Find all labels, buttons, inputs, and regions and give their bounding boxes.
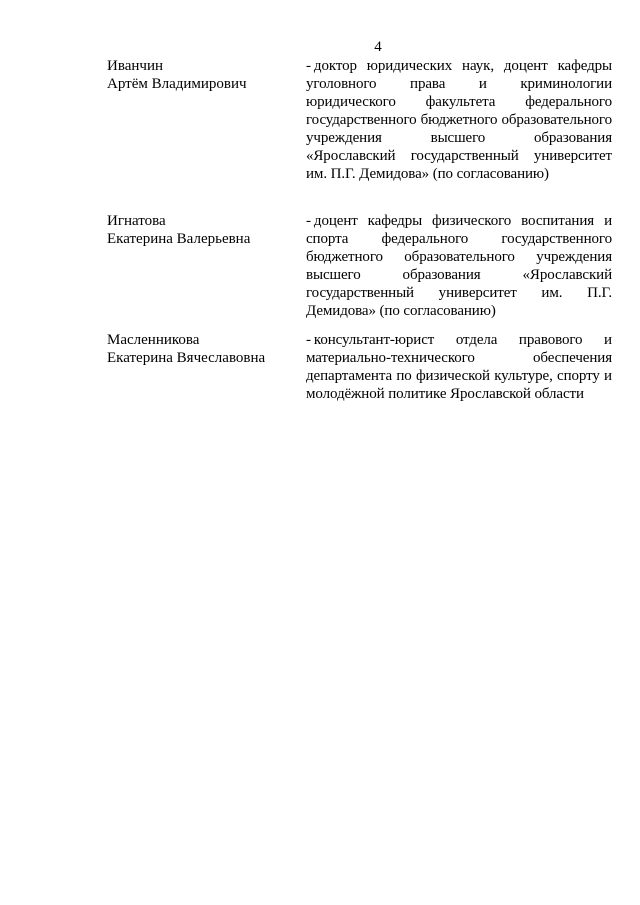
member-description bbox=[306, 331, 612, 403]
member-description bbox=[306, 212, 612, 320]
member-given-names: Артём Владимирович bbox=[107, 76, 247, 92]
member-given-names: Екатерина Валерьевна bbox=[107, 231, 251, 247]
dash-marker: - bbox=[306, 58, 311, 74]
member-surname: Игнатова bbox=[107, 213, 166, 229]
page-number: 4 bbox=[374, 39, 382, 55]
member-given-names: Екатерина Вячеславовна bbox=[107, 350, 266, 366]
member-description-text: доктор юридических наук, доцент кафедры уголовного права и криминологии юридического факультета федерального государственного бюджетного образовательного учреждения высшего образования «Ярославский государственный университет им. П.Г. Демидова» (по согласованию) bbox=[306, 58, 612, 182]
member-name bbox=[107, 331, 297, 367]
member-description-text: доцент кафедры физического воспитания и спорта федерального государственного бюджетного образовательного учреждения высшего образования «Ярославский государственный университет им. П.Г. Демидова» (по согласованию) bbox=[306, 213, 612, 319]
dash-marker: - bbox=[306, 332, 311, 348]
member-surname: Иванчин bbox=[107, 58, 164, 74]
dash-marker: - bbox=[306, 213, 311, 229]
member-name bbox=[107, 57, 297, 93]
member-description-text: консультант-юрист отдела правового и материально-технического обеспечения департамента по физической культуре, спорту и молодёжной политике Ярославской области bbox=[306, 332, 612, 402]
member-description bbox=[306, 57, 612, 183]
member-name bbox=[107, 212, 297, 248]
member-surname: Масленникова bbox=[107, 332, 200, 348]
